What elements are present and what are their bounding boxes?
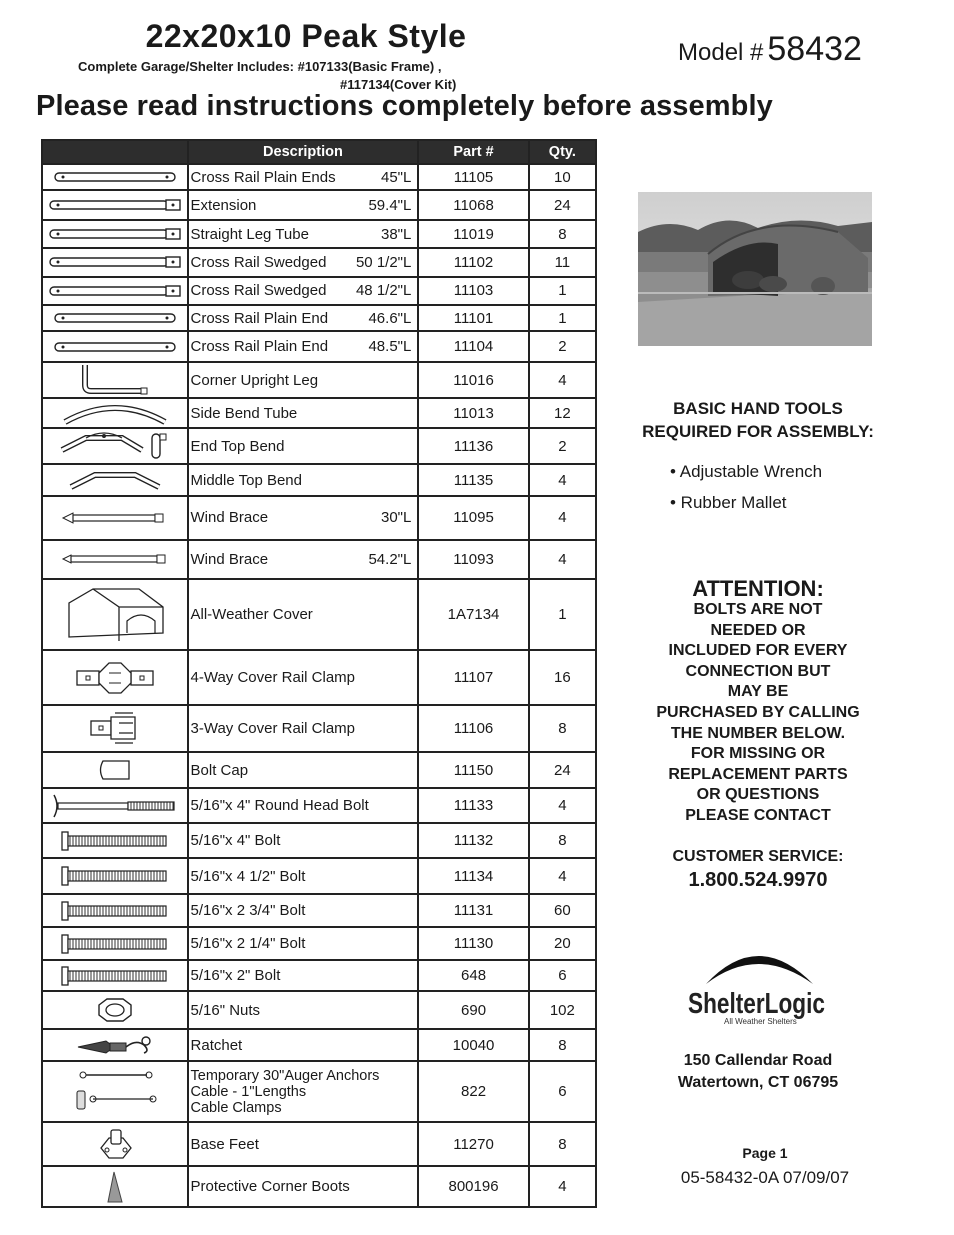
plain-tube-icon [42,164,188,190]
part-number: 648 [418,960,528,991]
parts-row [42,927,596,959]
part-number: 11103 [418,277,528,305]
parts-row [42,823,596,859]
part-number: 11101 [418,305,528,331]
part-qty: 8 [529,823,596,859]
part-number: 11019 [418,220,528,248]
part-name: Corner Upright Leg [190,371,319,389]
part-name: 5/16"x 4" Bolt [190,832,281,850]
part-number: 11104 [418,331,528,361]
side-bend-tube-icon [42,398,188,427]
parts-row [42,1061,596,1122]
parts-row [42,464,596,495]
document-id: 05-58432-0A 07/09/07 [680,1168,850,1187]
model-label: Model # [678,39,764,66]
part-description [188,277,419,305]
tools-list [670,456,822,518]
part-name: Wind Brace [190,509,269,527]
part-number: 11131 [418,894,528,928]
header-part-number: Part # [418,140,528,164]
parts-row [42,579,596,650]
part-qty: 60 [529,894,596,928]
part-name: Cross Rail Plain Ends [190,168,336,186]
header-qty: Qty. [529,140,596,164]
parts-row [42,428,596,465]
shelter-photo [638,192,872,346]
part-name: 5/16"x 4 1/2" Bolt [190,867,306,885]
part-qty: 8 [529,1122,596,1166]
part-description [188,398,419,427]
part-number: 800196 [418,1166,528,1207]
part-qty: 8 [529,705,596,752]
bolt-icon [42,858,188,894]
part-name: Protective Corner Boots [190,1178,350,1195]
part-description [188,190,419,219]
swedged-tube-icon [42,248,188,276]
parts-row [42,1166,596,1207]
svg-text:All Weather Shelters: All Weather Shelters [724,1017,797,1026]
base-foot-icon [42,1122,188,1166]
svg-text:ShelterLogic: ShelterLogic [688,988,825,1020]
part-length: 48 1/2"L [355,282,412,300]
parts-row [42,960,596,991]
tools-heading-line-1: BASIC HAND TOOLS [673,399,843,418]
part-description [188,1122,419,1166]
part-qty: 102 [529,991,596,1029]
part-name: Cross Rail Swedged [190,253,327,271]
part-description [188,991,419,1029]
attention-line: CONNECTION BUT [685,662,831,680]
address-line-2: Watertown, CT 06795 [677,1074,839,1091]
part-number: 690 [418,991,528,1029]
tools-heading-line-2: REQUIRED FOR ASSEMBLY: [642,422,874,441]
part-number: 11270 [418,1122,528,1166]
hex-nut-icon [42,991,188,1029]
part-description [188,248,419,276]
part-qty: 2 [529,331,596,361]
part-description [188,1029,419,1061]
part-number: 11132 [418,823,528,859]
part-name: Ratchet [190,1036,243,1054]
part-number: 1A7134 [418,579,528,650]
part-qty: 8 [529,220,596,248]
parts-row [42,277,596,305]
part-qty: 24 [529,752,596,789]
part-qty: 1 [529,277,596,305]
part-name: 4-Way Cover Rail Clamp [190,669,355,687]
part-description [188,164,419,190]
part-number: 822 [418,1061,528,1122]
part-name: Bolt Cap [190,761,249,779]
part-name: 5/16"x 2" Bolt [190,967,281,985]
part-length: 48.5"L [368,338,412,356]
parts-row [42,331,596,361]
four-way-clamp-icon [42,650,188,705]
part-qty: 1 [529,305,596,331]
attention-line: THE NUMBER BELOW. [670,724,846,742]
page-title: 22x20x10 Peak Style [145,18,467,54]
swedged-tube-icon [42,220,188,248]
part-qty: 4 [529,858,596,894]
attention-line: MAY BE [727,683,789,701]
attention-line: FOR MISSING OR [690,745,826,763]
part-qty: 4 [529,540,596,580]
part-name: 5/16" Nuts [190,1001,261,1019]
part-qty: 4 [529,464,596,495]
part-description [188,331,419,361]
part-name: Side Bend Tube [190,404,298,422]
part-description [188,788,419,823]
part-name: 5/16"x 2 1/4" Bolt [190,935,306,953]
part-qty: 1 [529,579,596,650]
part-description [188,752,419,789]
round-head-bolt-icon [42,788,188,823]
attention-line: PLEASE CONTACT [685,806,831,824]
part-description [188,823,419,859]
part-name: 5/16"x 2 3/4" Bolt [190,902,306,920]
part-name: Straight Leg Tube [190,225,309,243]
parts-row [42,788,596,823]
instructions-notice: Please read instructions completely before assembly [36,90,773,122]
attention-line: INCLUDED FOR EVERY [668,642,848,660]
includes-line-1: Complete Garage/Shelter Includes: #107133(Basic Frame) , [78,59,442,74]
part-number: 11107 [418,650,528,705]
parts-row [42,1122,596,1166]
part-number: 11095 [418,496,528,540]
part-name: Cross Rail Plain End [190,309,329,327]
parts-row [42,362,596,399]
part-description-line: Temporary 30"Auger Anchors [190,1067,380,1084]
parts-row [42,496,596,540]
bolt-cap-icon [42,752,188,789]
part-qty: 4 [529,1166,596,1207]
parts-row [42,220,596,248]
part-description [188,362,419,399]
header-image [42,140,188,164]
parts-row [42,858,596,894]
attention-body [620,600,896,827]
part-qty: 4 [529,362,596,399]
part-name: All-Weather Cover [190,606,313,624]
part-number: 11150 [418,752,528,789]
plain-tube-icon [42,305,188,331]
part-number: 11106 [418,705,528,752]
part-description [188,927,419,959]
part-description [188,858,419,894]
part-name: End Top Bend [190,437,285,455]
three-way-clamp-icon [42,705,188,752]
swedged-tube-icon [42,277,188,305]
part-name: 5/16"x 4" Round Head Bolt [190,797,369,815]
parts-row [42,894,596,928]
part-name: Cross Rail Swedged [190,282,327,300]
part-qty: 8 [529,1029,596,1061]
part-number: 11130 [418,927,528,959]
plain-tube-icon [42,331,188,361]
part-length: 38"L [380,225,412,243]
parts-row [42,705,596,752]
tool-item: • Rubber Mallet [670,493,787,512]
part-qty: 16 [529,650,596,705]
part-description [188,1166,419,1207]
parts-table [41,139,597,1208]
includes-line-2: #117134(Cover Kit) [340,77,457,92]
part-number: 11133 [418,788,528,823]
part-qty: 4 [529,788,596,823]
part-name: Middle Top Bend [190,471,302,489]
swedged-tube-icon [42,190,188,219]
customer-service-label: CUSTOMER SERVICE: [672,848,844,865]
part-description [188,496,419,540]
part-length: 45"L [380,168,412,186]
bolt-icon [42,960,188,991]
part-qty: 20 [529,927,596,959]
part-name: 3-Way Cover Rail Clamp [190,719,355,737]
part-description-line: Cable - 1"Lengths [190,1083,307,1100]
part-description [188,960,419,991]
part-length: 46.6"L [368,309,412,327]
bolt-icon [42,823,188,859]
part-description [188,464,419,495]
parts-row [42,398,596,427]
middle-top-bend-icon [42,464,188,495]
attention-title: ATTENTION: [692,576,824,601]
parts-table-header [42,140,596,164]
wind-brace-icon [42,496,188,540]
part-number: 11134 [418,858,528,894]
corner-upright-leg-icon [42,362,188,399]
part-number: 10040 [418,1029,528,1061]
part-qty: 24 [529,190,596,219]
part-description [188,650,419,705]
bolt-icon [42,927,188,959]
part-description [188,579,419,650]
company-address [640,1050,876,1094]
parts-row [42,540,596,580]
part-description [188,894,419,928]
parts-row [42,752,596,789]
part-number: 11102 [418,248,528,276]
model-value: 58432 [767,30,862,68]
parts-row [42,650,596,705]
parts-row [42,305,596,331]
parts-row [42,1029,596,1061]
tool-item: • Adjustable Wrench [670,462,823,481]
bolt-icon [42,894,188,928]
part-qty: 12 [529,398,596,427]
customer-service-phone: 1.800.524.9970 [688,869,828,891]
part-length: 54.2"L [368,550,412,568]
part-name: Extension [190,196,257,214]
attention-line: REPLACEMENT PARTS [668,765,848,783]
attention-line: BOLTS ARE NOT [693,601,823,618]
end-top-bend-icon [42,428,188,465]
attention-line: OR QUESTIONS [696,786,820,804]
part-description [188,428,419,465]
parts-row [42,190,596,219]
model-number [678,30,862,69]
tools-heading [620,397,896,443]
part-length: 30"L [380,509,412,527]
part-description [188,705,419,752]
wind-brace-long-icon [42,540,188,580]
part-description [188,220,419,248]
part-name: Base Feet [190,1135,259,1153]
parts-row [42,991,596,1029]
part-length: 50 1/2"L [355,253,412,271]
part-description [188,305,419,331]
shelterlogic-logo [688,940,838,1028]
part-qty: 4 [529,496,596,540]
part-number: 11068 [418,190,528,219]
part-qty: 6 [529,1061,596,1122]
page-number: Page 1 [742,1145,788,1161]
part-qty: 2 [529,428,596,465]
part-qty: 11 [529,248,596,276]
attention-line: NEEDED OR [710,621,806,639]
parts-row [42,164,596,190]
header-description: Description [188,140,419,164]
part-number: 11105 [418,164,528,190]
part-number: 11013 [418,398,528,427]
part-name: Cross Rail Plain End [190,338,329,356]
part-description-line: Cable Clamps [190,1099,282,1116]
part-description [188,540,419,580]
corner-boot-icon [42,1166,188,1207]
part-description [188,1061,419,1122]
address-line-1: 150 Callendar Road [683,1052,833,1069]
part-qty: 10 [529,164,596,190]
ratchet-icon [42,1029,188,1061]
parts-row [42,248,596,276]
part-number: 11135 [418,464,528,495]
part-number: 11093 [418,540,528,580]
part-number: 11016 [418,362,528,399]
part-qty: 6 [529,960,596,991]
part-number: 11136 [418,428,528,465]
auger-anchor-icon [42,1061,188,1122]
part-length: 59.4"L [368,196,412,214]
all-weather-cover-icon [42,579,188,650]
attention-line: PURCHASED BY CALLING [656,703,860,721]
part-name: Wind Brace [190,550,269,568]
